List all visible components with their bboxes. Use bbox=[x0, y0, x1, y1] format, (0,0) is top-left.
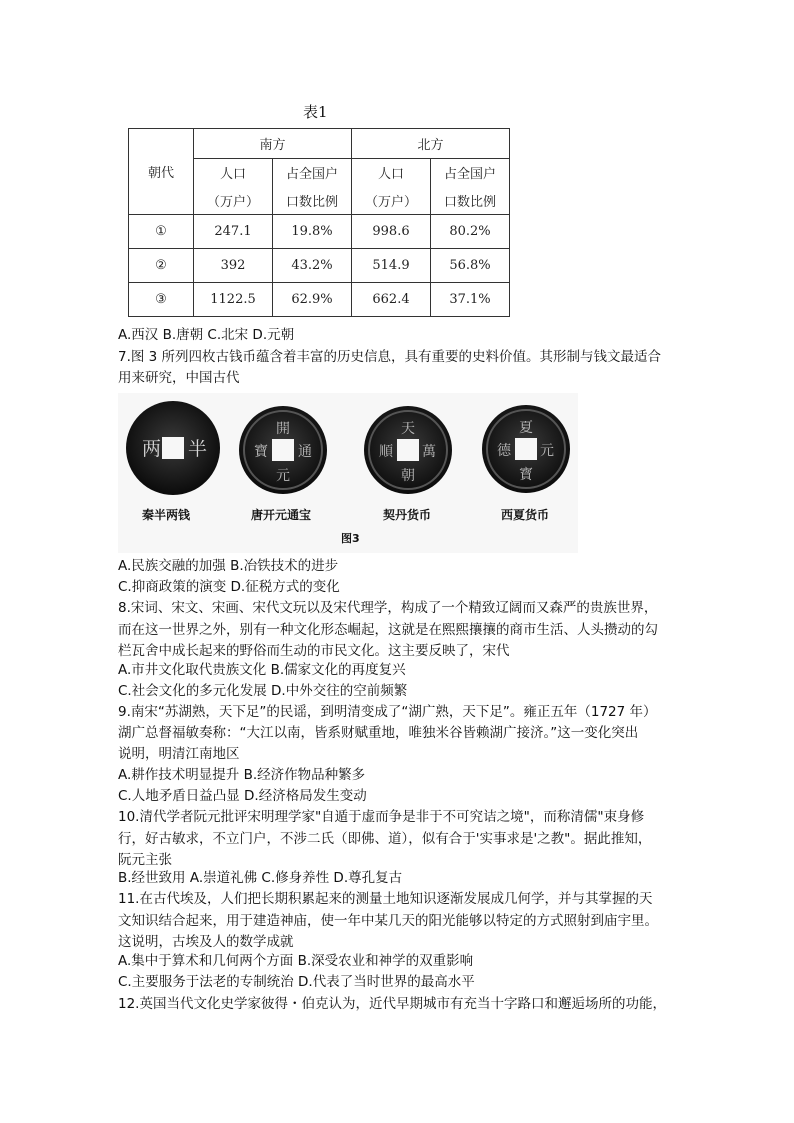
q11-options-1: A.集中于算术和几何两个方面 B.深受农业和神学的双重影响 bbox=[118, 953, 474, 969]
coin-qin-banliang bbox=[126, 401, 220, 495]
population-table bbox=[128, 128, 510, 317]
q9-stem-line1: 9.南宋“苏湖熟，天下足”的民谣，到明清变成了“湖广熟，天下足”。雍正五年（1727 年） bbox=[118, 704, 657, 720]
header-dynasty: 朝代 bbox=[129, 129, 194, 215]
header-north-pop: 人口 bbox=[352, 159, 431, 187]
coin-caption: 唐开元通宝 bbox=[251, 508, 312, 522]
table-row bbox=[129, 215, 510, 249]
coin-caption: 西夏货币 bbox=[501, 508, 550, 522]
coin-caption: 契丹货币 bbox=[383, 508, 432, 522]
coin-glyph: 順 bbox=[379, 444, 393, 460]
figure-caption: 图3 bbox=[341, 532, 360, 545]
row-south-ratio: 62.9% bbox=[273, 283, 352, 317]
q9-stem-line3: 说明，明清江南地区 bbox=[118, 746, 240, 762]
q9-options-1: A.耕作技术明显提升 B.经济作物品种繁多 bbox=[118, 767, 366, 783]
header-north-ratio2: 口数比例 bbox=[431, 187, 510, 215]
row-south-ratio: 43.2% bbox=[273, 249, 352, 283]
coin-glyph: 半 bbox=[188, 438, 208, 460]
coin-glyph: 寶 bbox=[254, 444, 268, 460]
q10-stem-line1: 10.清代学者阮元批评宋明理学家"自遁于虚而争是非于不可究诘之境"，而称清儒"束身修 bbox=[118, 809, 645, 825]
q8-stem-line1: 8.宋词、宋文、宋画、宋代文玩以及宋代理学，构成了一个精致辽阔而又森严的贵族世界， bbox=[118, 600, 658, 616]
coin-glyph: 朝 bbox=[401, 468, 415, 484]
header-north: 北方 bbox=[352, 129, 510, 159]
q7-stem-line1: 7.图 3 所列四枚古钱币蕴含着丰富的历史信息，具有重要的史料价值。其形制与钱文最适合 bbox=[118, 349, 662, 365]
header-north-pop-unit: （万户） bbox=[352, 187, 431, 215]
row-south-pop: 1122.5 bbox=[194, 283, 273, 317]
header-south-pop: 人口 bbox=[194, 159, 273, 187]
coin-glyph: 萬 bbox=[422, 444, 436, 460]
row-north-pop: 662.4 bbox=[352, 283, 431, 317]
coin-figure bbox=[118, 393, 578, 553]
q9-stem-line2: 湖广总督福敏奏称：“大江以南，皆系财赋重地，唯独米谷皆赖湖广接济。”这一变化突出 bbox=[118, 725, 639, 741]
coin-glyph: 元 bbox=[276, 468, 290, 484]
q8-options-1: A.市井文化取代贵族文化 B.儒家文化的再度复兴 bbox=[118, 662, 406, 678]
coin-glyph: 德 bbox=[497, 443, 511, 459]
table-title: 表1 bbox=[303, 103, 328, 121]
q7-options-1: A.民族交融的加强 B.冶铁技术的进步 bbox=[118, 558, 339, 574]
coin-glyph: 天 bbox=[401, 421, 415, 437]
header-south: 南方 bbox=[194, 129, 352, 159]
coin-khitan bbox=[364, 406, 452, 494]
q10-options: B.经世致用 A.崇道礼佛 C.修身养性 D.尊孔复古 bbox=[118, 870, 403, 886]
coin-glyph: 元 bbox=[540, 443, 554, 459]
q10-stem-line3: 阮元主张 bbox=[118, 852, 172, 868]
row-south-pop: 392 bbox=[194, 249, 273, 283]
coin-glyph: 開 bbox=[276, 421, 290, 437]
row-north-pop: 514.9 bbox=[352, 249, 431, 283]
header-south-pop-unit: （万户） bbox=[194, 187, 273, 215]
coin-caption: 秦半两钱 bbox=[142, 508, 191, 522]
q9-options-2: C.人地矛盾日益凸显 D.经济格局发生变动 bbox=[118, 788, 367, 804]
q8-options-2: C.社会文化的多元化发展 D.中外交往的空前频繁 bbox=[118, 683, 408, 699]
header-north-ratio: 占全国户 bbox=[431, 159, 510, 187]
table-row bbox=[129, 249, 510, 283]
q11-stem-line1: 11.在古代埃及，人们把长期积累起来的测量土地知识逐渐发展成几何学，并与其掌握的天 bbox=[118, 891, 653, 907]
row-north-ratio: 37.1% bbox=[431, 283, 510, 317]
coins-illustration bbox=[118, 393, 578, 553]
q6-options: A.西汉 B.唐朝 C.北宋 D.元朝 bbox=[118, 327, 295, 343]
row-dynasty: ② bbox=[129, 249, 194, 283]
row-dynasty: ③ bbox=[129, 283, 194, 317]
q8-stem-line3: 栏瓦舍中成长起来的野俗而生动的市民文化。这主要反映了，宋代 bbox=[118, 643, 510, 659]
row-dynasty: ① bbox=[129, 215, 194, 249]
row-north-pop: 998.6 bbox=[352, 215, 431, 249]
q7-stem-line2: 用来研究，中国古代 bbox=[118, 370, 240, 386]
coin-kaiyuan-tongbao bbox=[239, 406, 327, 494]
header-south-ratio: 占全国户 bbox=[273, 159, 352, 187]
coin-glyph: 寳 bbox=[519, 467, 533, 483]
coin-western-xia bbox=[482, 405, 570, 493]
row-north-ratio: 56.8% bbox=[431, 249, 510, 283]
q11-options-2: C.主要服务于法老的专制统治 D.代表了当时世界的最高水平 bbox=[118, 974, 475, 990]
q10-stem-line2: 行，好古敏求，不立门户，不涉二氏（即佛、道），似有合于'实事求是'之教"。据此推知， bbox=[118, 831, 652, 847]
row-south-pop: 247.1 bbox=[194, 215, 273, 249]
coin-glyph: 夏 bbox=[519, 420, 533, 436]
coin-glyph: 通 bbox=[298, 444, 312, 460]
q11-stem-line2: 文知识结合起来，用于建造神庙，使一年中某几天的阳光能够以特定的方式照射到庙宇里。 bbox=[118, 913, 658, 929]
q7-options-2: C.抑商政策的演变 D.征税方式的变化 bbox=[118, 579, 340, 595]
coin-glyph: 两 bbox=[142, 438, 162, 460]
q11-stem-line3: 这说明，古埃及人的数学成就 bbox=[118, 934, 294, 950]
row-north-ratio: 80.2% bbox=[431, 215, 510, 249]
table-row bbox=[129, 283, 510, 317]
row-south-ratio: 19.8% bbox=[273, 215, 352, 249]
q12-stem-line1: 12.英国当代文化史学家彼得・伯克认为，近代早期城市有充当十字路口和邂逅场所的功能， bbox=[118, 996, 666, 1012]
q8-stem-line2: 而在这一世界之外，别有一种文化形态崛起，这就是在熙熙攘攘的商市生活、人头攒动的勾 bbox=[118, 622, 658, 638]
header-south-ratio2: 口数比例 bbox=[273, 187, 352, 215]
